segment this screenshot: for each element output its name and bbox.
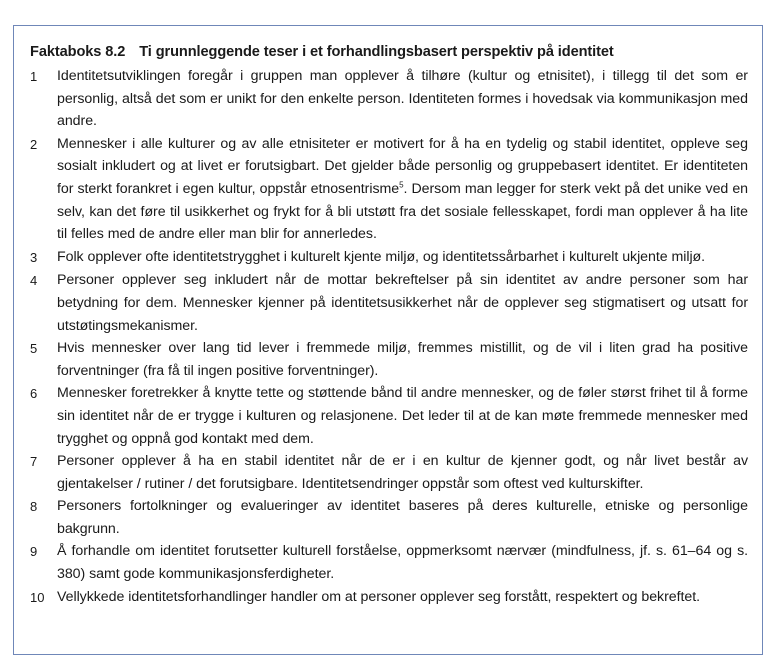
item-number: 8 — [30, 499, 38, 515]
item-text-part: Mennesker i alle kulturer og av alle etnisiteter er motivert for å ha en tydelig og stabil identitet, oppleve seg sosialt inkludert og at livet er forutsigbart. Det gjelder både personlig og gruppebasert identitet. Er identiteten for sterkt forankret i egen kultur, oppstår etnosentrisme — [57, 135, 748, 197]
item-number: 4 — [30, 273, 38, 289]
item-number: 7 — [30, 454, 38, 470]
list-item — [30, 337, 748, 382]
item-number: 3 — [30, 249, 38, 265]
item-text — [57, 133, 748, 246]
item-text-part: . Dersom man legger for sterk vekt på det unike ved en selv, kan det føre til usikkerhet og frykt for å bli utstøtt fra det sosiale fellesskapet, fordi man opplever å ha lite til felles med de andre eller man blir for annerledes. — [57, 180, 748, 243]
list-item — [30, 246, 748, 270]
item-text: Personer opplever seg inkludert når de mottar bekreftelser på sin identitet av andre personer som har betydning for dem. Mennesker kjenner på identitetsusikkerhet når de opplever seg stigmatisert og utsatt for utstøtingsmekanismer. — [57, 272, 748, 334]
item-text: Mennesker foretrekker å knytte tette og støttende bånd til andre mennesker, og de føler størst frihet til å forme sin identitet når de er trygge i kulturen og relasjonene. Det leder til at de kan møte fremmede mennesker med trygghet og oppnå god kontakt med dem. — [57, 385, 748, 447]
factbox — [13, 25, 763, 655]
list-item — [30, 65, 748, 133]
list-item — [30, 450, 748, 495]
list-item — [30, 495, 748, 540]
thesis-list — [30, 65, 748, 609]
list-item — [30, 540, 748, 585]
footnote-marker[interactable]: 5 — [399, 180, 404, 190]
factbox-title — [30, 42, 748, 62]
item-number: 6 — [30, 386, 38, 402]
item-number: 2 — [30, 136, 38, 152]
item-number: 9 — [30, 544, 38, 560]
item-text: Personers fortolkninger og evalueringer av identitet baseres på deres kulturelle, etniske og personlige bakgrunn. — [57, 498, 748, 537]
item-text: Å forhandle om identitet forutsetter kulturell forståelse, oppmerksomt nærvær (mindfulness, jf. s. 61–64 og s. 380) samt gode kommunikasjonsferdigheter. — [57, 543, 748, 583]
item-number: 1 — [30, 69, 38, 84]
item-number: 10 — [30, 589, 45, 605]
list-item — [30, 586, 748, 610]
factbox-label: Faktaboks 8.2 — [30, 44, 126, 60]
item-text: Identitetsutviklingen foregår i gruppen man opplever å tilhøre (kultur og etnisitet), i tillegg til det som er personlig, altså det som er unikt for den enkelte person. Identiteten formes i hovedsak via kommunikasjon med andre. — [57, 68, 748, 130]
item-text: Personer opplever å ha en stabil identitet når de er i en kultur de kjenner godt, og når livet består av gjentakelser / rutiner / det forutsigbare. Identitetsendringer oppstår som oftest ved kulturskifter. — [57, 453, 748, 492]
list-item — [30, 133, 748, 246]
item-text: Hvis mennesker over lang tid lever i fremmede miljø, fremmes mistillit, og de vil i liten grad ha positive forventninger (fra få til ingen positive forventninger). — [57, 340, 748, 379]
factbox-heading: Ti grunnleggende teser i et forhandlingsbasert perspektiv på identitet — [139, 44, 614, 60]
list-item — [30, 269, 748, 337]
item-text: Vellykkede identitetsforhandlinger handler om at personer opplever seg forstått, respektert og bekreftet. — [57, 588, 701, 605]
item-text: Folk opplever ofte identitetstrygghet i kulturelt kjente miljø, og identitetssårbarhet i kulturelt ukjente miljø. — [57, 248, 706, 265]
list-item — [30, 382, 748, 450]
item-number: 5 — [30, 341, 38, 357]
